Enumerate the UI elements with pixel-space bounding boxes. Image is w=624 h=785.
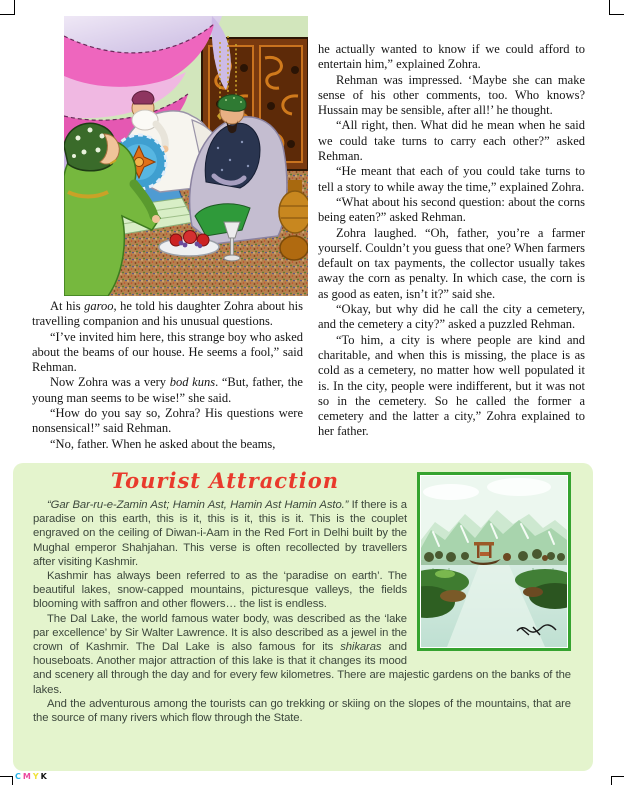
paragraph: Zohra laughed. “Oh, father, you’re a farmer yourself. Couldn’t you guess that one? When farmers default on tax payments, the collector usually takes away the corn as penalty. In which case, the corn is as good as eaten, isn’t it?” said she.	[318, 225, 585, 301]
paragraph: Rehman was impressed. ‘Maybe she can make sense of his other comments, too. Who knows? Hussain may be sensible, after all!’ he thought.	[318, 72, 585, 118]
cmyk-registration	[15, 772, 49, 781]
paragraph: “How do you say so, Zohra? His questions were nonsensical!” said Rehman.	[32, 406, 303, 436]
dal-lake-image	[421, 476, 567, 647]
registration-letter: C	[15, 772, 23, 781]
paragraph: “I’ve invited him here, this strange boy who asked about the beams of our house. He seems a fool,” said Rehman.	[32, 329, 303, 375]
paragraph: “No, father. When he asked about the beams,	[50, 436, 276, 451]
story-left-column	[32, 299, 303, 452]
paragraph: And the adventurous among the tourists can go trekking or skiing on the slopes of the mountains, that are the source of many rivers which flow through the State.	[33, 697, 571, 725]
paragraph: “Okay, but why did he call the city a cemetery, and the cemetery a city?” asked a puzzled Rehman.	[318, 302, 585, 332]
paragraph: The Dal Lake, the world famous water body, was described as the ‘lake par excellence’ by Sir Walter Lawrence. It is also described as a jewel in the crown of Kashmir. The Dal Lake is also famous for its shikaras and houseboats. Another major attraction of this lake is that it changes its mood and scenery all through the day and for every few kilometres. There are majestic gardens on the banks of the lakes.	[33, 612, 571, 696]
paragraph: “All right, then. What did he mean when he said we could take turns to carry each other?” asked Rehman.	[318, 118, 585, 164]
dal-lake-painting	[417, 472, 571, 651]
registration-letter: Y	[32, 772, 41, 781]
paragraph: Kashmir has always been referred to as the ‘paradise on earth’. The beautiful lakes, snow-capped mountains, picturesque valleys, the fields blooming with saffron and other flowers… the list is endless.	[33, 570, 407, 611]
paragraph: he actually wanted to know if we could afford to entertain him,” explained Zohra.	[318, 42, 585, 72]
paragraph: Now Zohra was a very bod kuns. “But, father, the young man seems to be wise!” she said.	[32, 375, 303, 405]
tent-scene-image	[64, 16, 308, 296]
story-illustration	[64, 16, 308, 296]
paragraph: “Gar Bar-ru-e-Zamin Ast; Hamin Ast, Hamin Ast Hamin Asto.” If there is a paradise on this earth, this is it, this is it, this is it. This is the couplet engraved on the ceiling of Diwan-i-Aam in the Red Fort in Delhi built by the Mughal emperor Shahjahan. This verse is often recollected by travellers after visiting Kashmir.	[33, 499, 407, 568]
story-right-column	[318, 42, 585, 440]
paragraph: “What about his second question: about the corns being eaten?” asked Rehman.	[318, 194, 585, 225]
crop-mark-top-left	[0, 0, 15, 15]
paragraph: “To him, a city is where people are kind and charitable, and when this is missing, the place is as cold as a cemetery, no matter how well populated it is. In the city, people were indifferent, but it was not so in the cemetery. So he called the former a cemetery and the latter a city,” Zohra explained to her father.	[318, 332, 585, 439]
registration-letter: K	[40, 772, 49, 781]
paragraph: At his garoo, he told his daughter Zohra about his travelling companion and his unusual questions.	[32, 299, 303, 329]
paragraph: “He meant that each of you could take turns to tell a story to while away the time,” explained Zohra.	[318, 164, 585, 194]
crop-mark-bottom-right	[611, 776, 624, 785]
crop-mark-top-right	[609, 0, 624, 15]
registration-letter: M	[22, 772, 33, 781]
tourist-attraction-box	[13, 463, 593, 771]
crop-mark-bottom-left	[0, 776, 13, 785]
tourist-attraction-title: Tourist Attraction	[110, 468, 340, 493]
